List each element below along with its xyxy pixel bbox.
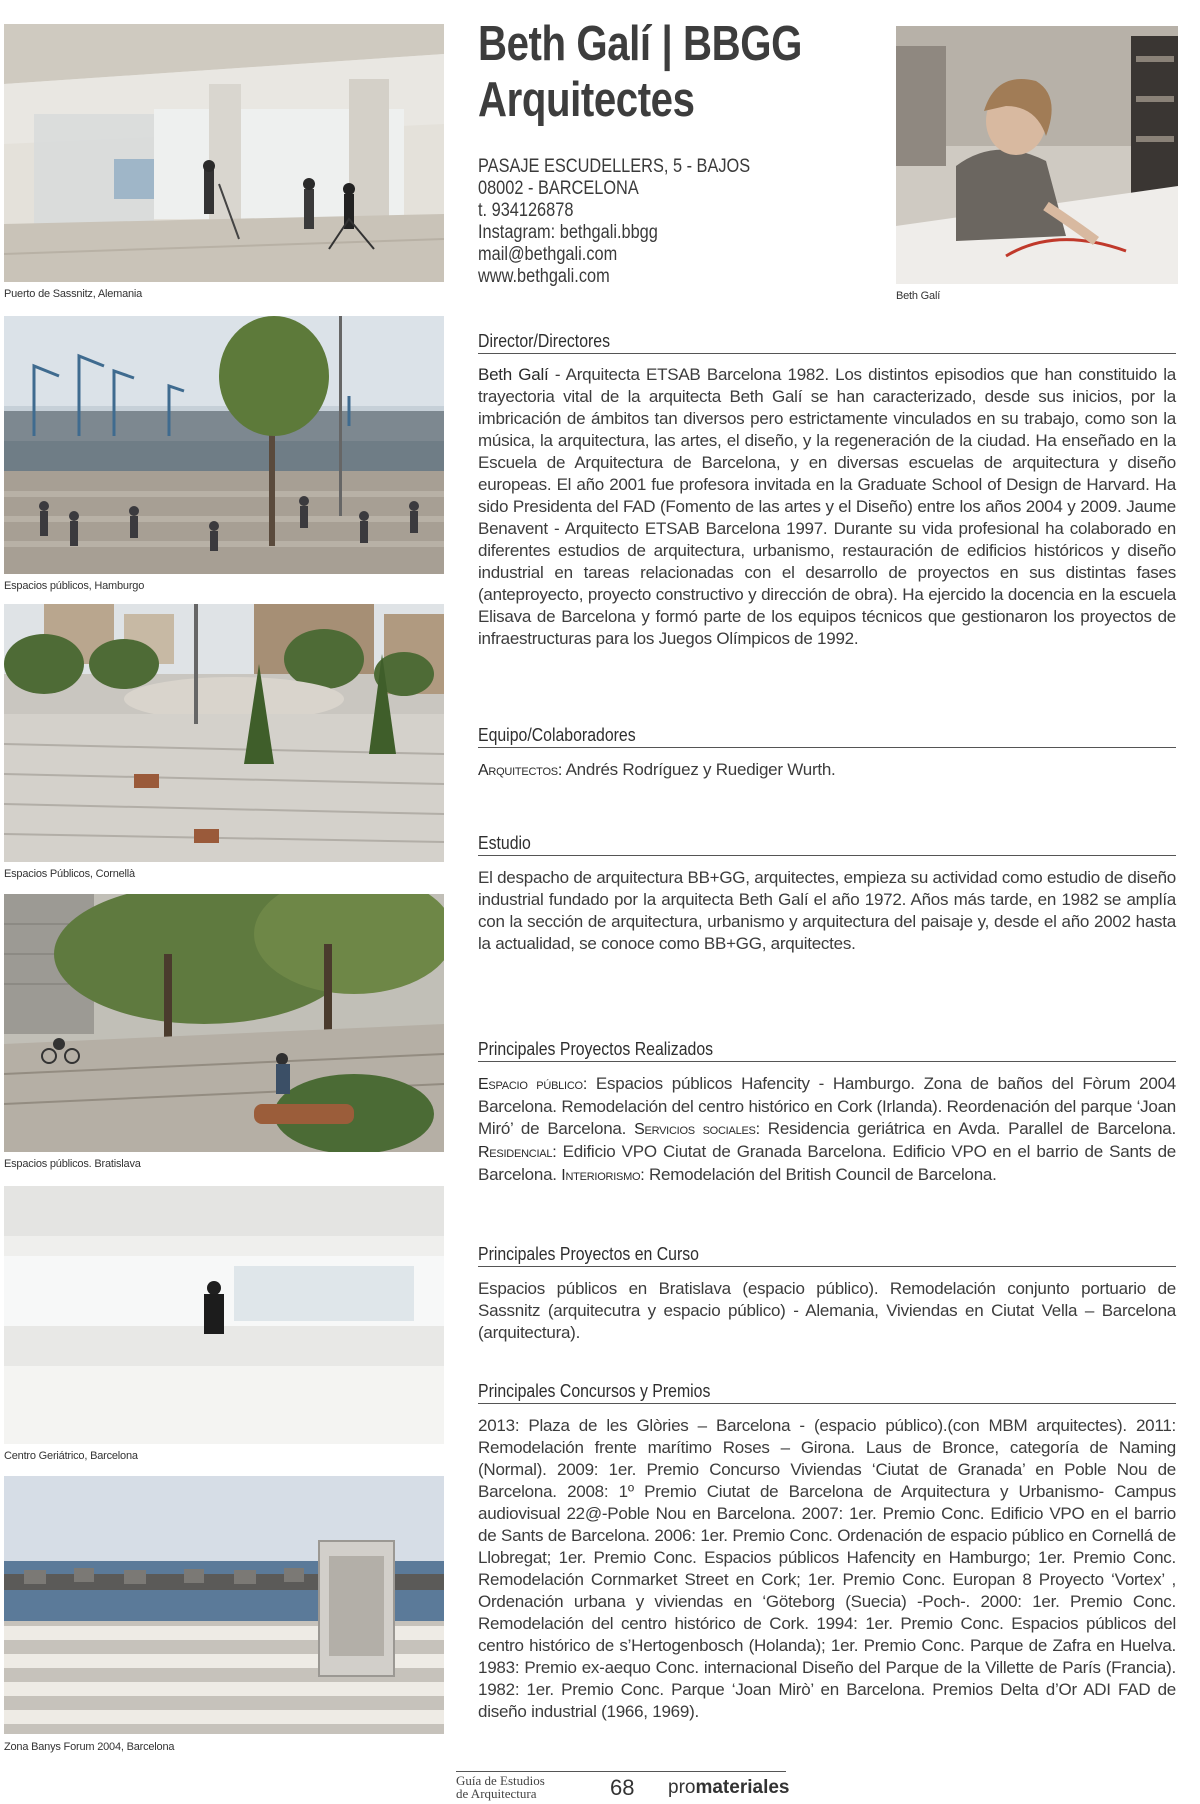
awards-text: 2013: Plaza de les Glòries – Barcelona - (espacio público).(con MBM arquitectes). 2011: Remodelación frente marítimo Roses – Girona. Laus de Bronce, categoría de Naming (Normal). 2009: 1er. Premio Concurso Viviendas ‘Ciutat de Granada’ en Poble Nou de Barcelona. 2008: 1º Premio Ciutat de Barcelona de Arquitectura y Urbanismo- Campus audiovisual 22@-Poble Nou en Barcelona. 2007: 1er. Premio Conc. Edificio VPO en el barrio de Sants de Barcelona. 2006: 1er. Premio Conc. Ordenación de espacio público en Cornellá de Llobregat; 1er. Premio Conc. Espacios públicos Hafencity en Hamburgo; 1er. Premio Conc. Remodelación Cornmarket Street en Cork; 1er. Premio Conc. Europan 8 Proyecto ‘Vortex’ , Ordenación urbana y viviendas en ‘Göteborg (Suecia) -Poch-. 2000: 1er. Premio Conc. Remodelación del centro histórico de Cork. 1994: 1er. Premio Conc. Espacios públicos del centro histórico de s’Hertogenbosch (Holanda); 1er. Premio Conc. Parque de Zafra en Huelva. 1983: Premio ex-aequo Conc. internacional Diseño del Parque de la Villette de París (Francia). 1982: 1er. Premio Conc. Parque ‘Joan Mirò’ en Barcelona. Premios Delta d’Or ADI FAD de diseño industrial (1966, 1969). bbox=[478, 1416, 1176, 1721]
team-text bbox=[478, 759, 1176, 782]
photo-bratislava bbox=[4, 894, 444, 1152]
caption-bratislava: Espacios públicos. Bratislava bbox=[4, 1158, 141, 1170]
caption-portrait: Beth Galí bbox=[896, 290, 941, 302]
photo-sassnitz bbox=[4, 24, 444, 282]
title-line-1: Beth Galí | BBGG bbox=[478, 17, 802, 71]
directors-lead-name: Beth Galí bbox=[478, 365, 549, 384]
caption-banys: Zona Banys Forum 2004, Barcelona bbox=[4, 1741, 175, 1753]
footer-guide-line-2: de Arquitectura bbox=[456, 1786, 537, 1801]
contact-address: PASAJE ESCUDELLERS, 5 - BAJOS bbox=[478, 156, 751, 177]
heading-team: Equipo/Colaboradores bbox=[478, 724, 1176, 748]
heading-ongoing: Principales Proyectos en Curso bbox=[478, 1243, 1176, 1267]
footer-guide-line-1: Guía de Estudios bbox=[456, 1773, 545, 1788]
footer-guide bbox=[456, 1774, 545, 1800]
photo-portrait bbox=[896, 26, 1178, 284]
contact-email: mail@bethgali.com bbox=[478, 244, 618, 265]
caption-sassnitz: Puerto de Sassnitz, Alemania bbox=[4, 288, 143, 300]
realized-label-interior: Interiorismo: bbox=[561, 1167, 645, 1184]
contact-web: www.bethgali.com bbox=[478, 266, 610, 287]
footer-brand-logo bbox=[668, 1777, 789, 1799]
heading-directors: Director/Directores bbox=[478, 330, 1176, 354]
realized-public: Espacios públicos Hafencity - Hamburgo. Zona de baños del Fòrum 2004 Barcelona. Remodelación del centro histórico en Cork (Irlanda). Reordenación del parque ‘Joan Miró’ de Barcelona. bbox=[478, 1074, 1176, 1138]
realized-text bbox=[478, 1073, 1176, 1187]
realized-label-residential: Residencial: bbox=[478, 1144, 557, 1161]
title-line-2: Arquitectes bbox=[478, 73, 695, 127]
caption-geriatrico: Centro Geriátrico, Barcelona bbox=[4, 1450, 138, 1462]
contact-city: 08002 - BARCELONA bbox=[478, 178, 639, 199]
brand-prefix: pro bbox=[668, 1777, 696, 1798]
realized-label-social: Servicios sociales: bbox=[634, 1121, 760, 1138]
contact-phone: t. 934126878 bbox=[478, 200, 574, 221]
footer-rule bbox=[456, 1771, 786, 1772]
heading-realized: Principales Proyectos Realizados bbox=[478, 1038, 1176, 1062]
photo-cornella bbox=[4, 604, 444, 862]
heading-studio: Estudio bbox=[478, 832, 1176, 856]
realized-social: Residencia geriátrica en Avda. Parallel de Barcelona. bbox=[759, 1119, 1176, 1138]
ongoing-text: Espacios públicos en Bratislava (espacio público). Remodelación conjunto portuario de Sassnitz (arquitecutra y espacio público) - Alemania, Viviendas en Ciutat Vella – Barcelona (arquitectura). bbox=[478, 1279, 1176, 1342]
contact-block bbox=[478, 156, 805, 288]
page-number: 68 bbox=[610, 1775, 635, 1800]
photo-banys bbox=[4, 1476, 444, 1734]
caption-cornella: Espacios Públicos, Cornellà bbox=[4, 868, 135, 880]
brand-name: materiales bbox=[695, 1777, 790, 1798]
team-label: Arquitectos: bbox=[478, 762, 563, 779]
directors-paragraph: - Arquitecta ETSAB Barcelona 1982. Los distintos episodios que han constituido la trayectoria vital de la arquitecta Beth Galí se han caracterizado, desde sus inicios, por la imbricación de ámbitos tan diversos pero estrictamente vinculados en su trabajo, como son la música, la arquitectura, las artes, el diseño, y la regeneración de la ciudad. Ha enseñado en la Escuela de Arquitectura de Barcelona, y en diversas escuelas de arquitectura y diseño europeas. El año 2001 fue profesora invitada en la Graduate School of Design de Harvard. Ha sido Presidenta del FAD (Fomento de las artes y el Diseño) entre los años 2004 y 2009. Jaume Benavent - Arquitecto ETSAB Barcelona 1997. Durante su vida profesional ha colaborado en diferentes estudios de arquitectura, urbanismo, restauración de edificios históricos y diseño industrial en tareas relacionadas con el desarrollo de proyectos en sus distintas fases (anteproyecto, proyecto constructivo y dirección de obra). Ha ejercido la docencia en la escuela Elisava de Barcelona y formó parte de los equipos técnicos que gestionaron los proyectos de infraestructuras para los Juegos Olímpicos de 1992. bbox=[478, 365, 1177, 648]
page-title bbox=[478, 16, 806, 128]
directors-text bbox=[478, 364, 1176, 650]
photo-hamburgo bbox=[4, 316, 444, 574]
caption-hamburgo: Espacios públicos, Hamburgo bbox=[4, 580, 145, 592]
realized-interior: Remodelación del British Council de Barcelona. bbox=[644, 1165, 997, 1184]
studio-text: El despacho de arquitectura BB+GG, arquitectes, empieza su actividad como estudio de diseño industrial fundado por la arquitecta Beth Galí el año 1972. Años más tarde, en 1982 se amplía con la sección de arquitectura, urbanismo y arquitectura del paisaje y, desde el año 2002 hasta la actualidad, se conoce como BB+GG, arquitectes. bbox=[478, 868, 1176, 953]
contact-instagram: Instagram: bethgali.bbgg bbox=[478, 222, 658, 243]
heading-awards: Principales Concursos y Premios bbox=[478, 1380, 1176, 1404]
team-members: Andrés Rodríguez y Ruediger Wurth. bbox=[562, 760, 836, 779]
realized-residential: Edificio VPO Ciutat de Granada Barcelona. Edificio VPO en el barrio de Sants de Barcelona. bbox=[478, 1142, 1176, 1184]
realized-label-public: Espacio público: bbox=[478, 1076, 588, 1093]
photo-geriatrico bbox=[4, 1186, 444, 1444]
